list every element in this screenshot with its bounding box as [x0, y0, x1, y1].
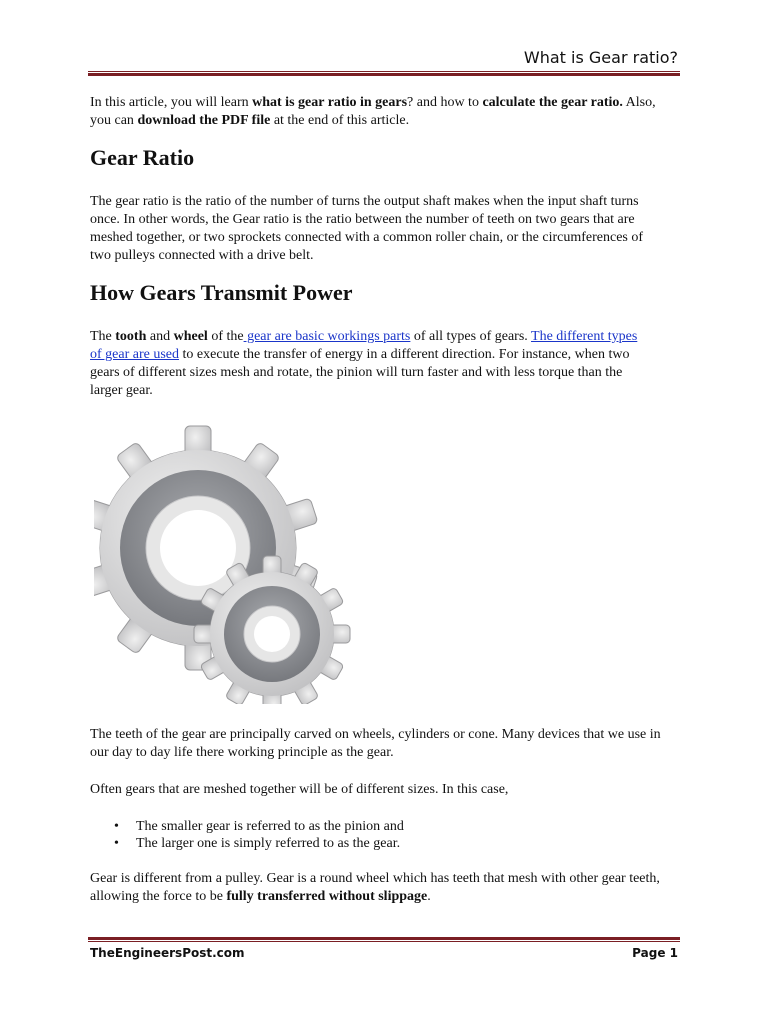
how-gears-heading: How Gears Transmit Power: [90, 280, 353, 305]
intro-text: Also, you can: [90, 95, 656, 128]
page-number: Page 1: [632, 946, 678, 960]
often-paragraph: Often gears that are meshed together will be of different sizes. In this case,: [90, 782, 509, 797]
intro-bold-calculate: calculate the gear ratio.: [482, 95, 623, 110]
bold-fully-transferred: fully transferred without slippage: [226, 889, 428, 904]
gear-basic-parts-link[interactable]: gear are basic workings parts: [243, 329, 411, 344]
pulley-paragraph: [90, 870, 680, 906]
bold-tooth: tooth: [115, 329, 147, 344]
list-item: • The larger one is simply referred to as the gear.: [136, 835, 404, 852]
article-body: [90, 94, 680, 904]
pulley-text: Gear is different from a pulley. Gear is a round wheel which has teeth that mesh with other gear teeth, allowing the force to be: [90, 871, 660, 904]
intro-paragraph: [90, 94, 680, 130]
how-text: to execute the transfer of energy in a different direction. For instance, when two gears of different sizes mesh and rotate, the pinion will turn faster and with less torque than the larger gear.: [90, 347, 630, 398]
how-gears-paragraph: [90, 328, 652, 400]
teeth-paragraph: The teeth of the gear are principally carved on wheels, cylinders or cone. Many devices that we use in our day to day life there working principle as the gear.: [90, 727, 661, 760]
page-header-title: What is Gear ratio?: [523, 48, 678, 67]
gears-illustration: [94, 424, 354, 704]
how-text: of the: [207, 329, 244, 344]
how-text: of all types of gears.: [410, 329, 532, 344]
bold-wheel: wheel: [173, 329, 208, 344]
intro-bold-gear-ratio: what is gear ratio in gears: [252, 95, 408, 110]
types-of-gear-link[interactable]: The different types of gear are used: [90, 329, 638, 362]
how-text: The: [90, 329, 116, 344]
gear-ratio-paragraph: The gear ratio is the ratio of the number of turns the output shaft makes when the input shaft turns once. In other words, the Gear ratio is the ratio between the number of teeth on two gears that are meshed together, or two sprockets connected with a common roller chain, or the circumferences of two pulleys connected with a drive belt.: [90, 194, 644, 263]
list-item: • The smaller gear is referred to as the pinion and: [136, 818, 404, 835]
intro-text: at the end of this article.: [270, 113, 410, 128]
footer-site-name: TheEngineersPost.com: [90, 946, 245, 960]
gear-size-list: [90, 818, 404, 852]
how-text: and: [146, 329, 174, 344]
intro-text: In this article, you will learn: [90, 95, 253, 110]
intro-bold-download: download the PDF file: [137, 113, 271, 128]
intro-text: ? and how to: [407, 95, 483, 110]
gear-icon: [94, 424, 354, 704]
header-divider: [88, 71, 680, 76]
gear-ratio-heading: Gear Ratio: [90, 145, 195, 170]
footer-divider: [88, 936, 680, 942]
pulley-text: .: [427, 889, 431, 904]
